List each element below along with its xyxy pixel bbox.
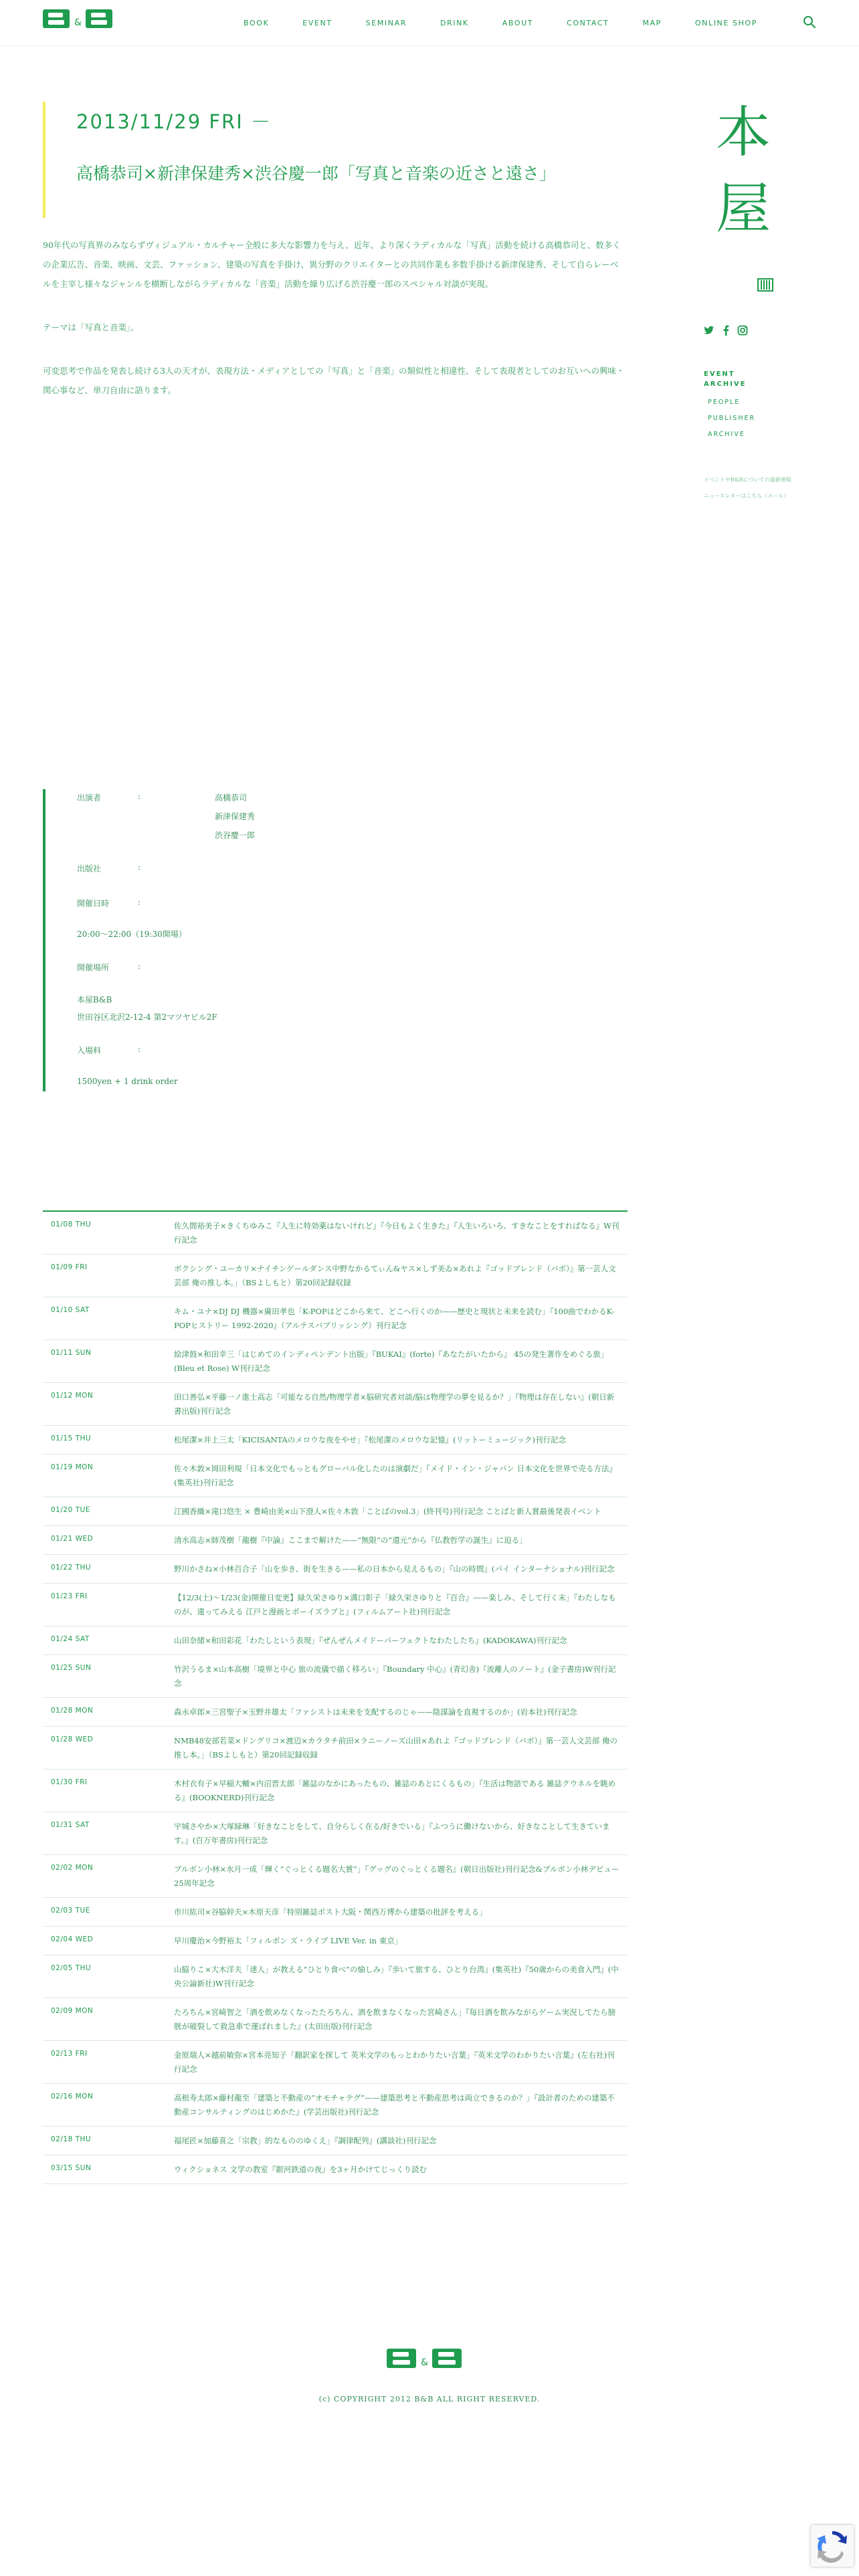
performer-name: 高橋恭司 (215, 793, 248, 802)
venue-address: 世田谷区北沢2-12-4 第2マツヤビル2F (77, 1012, 217, 1022)
event-title[interactable]: 高根寿太郎×藤村龍至「建築と不動産の“オモチャテグ”——建築思考と不動産思考は両立できるのか？」『設計者のための建築不動産コンサルティングのはじめかた』(学芸出版社)刊行記念 (174, 2093, 615, 2117)
detail-colon: : (138, 1045, 141, 1054)
kanji-hon: 本 (715, 101, 771, 165)
event-row[interactable] (43, 1927, 628, 1955)
event-date: 01/25 SUN (51, 1664, 92, 1672)
event-row[interactable] (43, 1383, 628, 1426)
event-row[interactable] (43, 1255, 628, 1297)
event-date: 01/23 FRI (51, 1592, 88, 1600)
event-date: 01/12 MON (51, 1392, 94, 1400)
event-title[interactable]: 絵津鼓×和田幸三「はじめてのインディペンデント出版」『BUKAI』(forte)『あなたがいたから』 45の発生著作をめぐる旅」(Bleu et Rose) W刊行記念 (174, 1350, 609, 1373)
event-title[interactable]: 山脇りこ×大木洋夫「達人」が教える“ひとり食べ”の愉しみ」『歩いて旅する、ひとり台湾』(集英社)『50歳からの美食入門』(中央公論新社)W刊行記念 (174, 1965, 619, 1988)
event-date: 01/21 WED (51, 1535, 94, 1543)
event-title[interactable]: キム・ユナ×DJ DJ 機器×廣田孝也「K-POPはどこから来て、どこへ行くのか——歴史と現状と未来を読む」『100曲でわかるK-POPヒストリー 1992-2020』（アルテスパブリッシング）刊行記念 (174, 1307, 615, 1330)
recaptcha-icon (811, 2525, 854, 2567)
event-title[interactable]: たろちん×宮崎智之「酒を飲めなくなったたろちん、酒を飲まなくなった宮崎さん」『毎日酒を飲みながらゲーム実況してたら膀胱が破裂して救急車で運ばれました』(太田出版)刊行記念 (174, 2008, 616, 2031)
event-date: 02/03 TUE (51, 1907, 90, 1915)
article-paragraph: 90年代の写真界のみならずヴィジュアル・カルチャー全般に多大な影響力を与え、近年、より深くラディカルな「写真」活動を続ける高橋恭司と、数多くの企業広告、音楽、映画、文芸、ファッション、建築の写真を手掛け、異分野のクリエイターとの共同作業も多数手掛ける新津保建秀、そして自らレーベルを主宰し様々なジャンルを横断しながらラディカルな「音楽」活動を繰り広げる渋谷慶一郎のスペシャル対談が実現。 (43, 240, 621, 289)
event-title[interactable]: 木村衣有子×早稲大輔×内沼晋太郎「雑誌のなかにあったもの、雑誌のあとにくるもの」『生活は物語である 雑誌クウネルを眺める』(BOOKNERD)刊行記念 (174, 1779, 616, 1802)
post-date: 2013/11/29 FRI － (76, 110, 272, 133)
event-row[interactable] (43, 1769, 628, 1812)
honya-title (713, 95, 773, 247)
side-link-archive[interactable]: ARCHIVE (708, 431, 745, 438)
event-title[interactable]: 松尾潔×井上三太「KICISANTAのメロウな夜をやせ」『松尾潔のメロウな記憶』(リットーミュージック)刊行記念 (174, 1435, 567, 1444)
event-date: 01/10 SAT (51, 1306, 90, 1314)
event-date: 01/15 THU (51, 1434, 92, 1442)
event-date: 02/13 FRI (51, 2050, 88, 2058)
fee-label: 入場料 (77, 1046, 102, 1055)
event-row[interactable] (43, 1212, 628, 1255)
main-nav (244, 19, 791, 27)
event-row[interactable] (43, 1455, 628, 1497)
event-title[interactable]: 早川慶治×今野裕太「フィルボン ズ・ライブ LIVE Ver. in 東京」 (174, 1936, 403, 1945)
side-tiny-link[interactable]: ニュースレターはこちら（メール） (704, 493, 789, 499)
event-row[interactable] (43, 1698, 628, 1727)
article-paragraph: 可変思考で作品を発表し続ける3人の天才が、表現方法・メディアとしての「写真」と「音楽」の類似性と相違性、そして表現者としてのお互いへの興味・関心事など、単刀自由に語ります。 (43, 366, 625, 395)
nav-online-shop[interactable]: ONLINE SHOP (694, 19, 757, 27)
datetime-label: 開催日時 (77, 899, 110, 908)
event-date: 02/05 THU (51, 1964, 92, 1972)
event-row[interactable] (43, 1297, 628, 1340)
event-date: 02/02 MON (51, 1864, 94, 1872)
event-title[interactable]: 森永卓郎×三宮聖子×玉野井雄太「ファシストは未来を支配するのじゃ——陰謀論を直視するのか」(岩本社)刊行記念 (174, 1707, 577, 1717)
bb-logo-icon (43, 9, 126, 29)
side-link-publisher[interactable]: PUBLISHER (708, 415, 756, 422)
event-row[interactable] (43, 1955, 628, 1998)
twitter-icon[interactable] (704, 325, 714, 338)
nav-event[interactable]: EVENT (302, 19, 332, 27)
site-header (0, 0, 859, 46)
event-row[interactable] (43, 1340, 628, 1383)
article-body (43, 235, 625, 424)
event-title[interactable]: NMB48安部若菜×ドングリコ×渡辺×カラタチ前田×ラニーノーズ山田×あれよ『ゴッドブレンド（バボ）』第一芸人文芸部 俺の推し本。」（BSよしもと）第20回記録収録 (174, 1736, 617, 1759)
event-row[interactable] (43, 1898, 628, 1927)
article-paragraph: テーマは「写真と音楽」。 (43, 322, 139, 332)
event-date: 01/24 SAT (51, 1635, 90, 1643)
side-menu-title-line: EVENT (704, 370, 735, 378)
event-title[interactable]: 福尾匠×加藤喜之「宗教」的なもののゆくえ」『調律配列』(講談社)刊行記念 (174, 2136, 437, 2145)
event-title[interactable]: 佐々木敦×岡田利規「日本文化でもっともグローバル化したのは演劇だ」『メイド・イン・ジャパン 日本文化を世界で売る方法』(集英社)刊行記念 (174, 1464, 617, 1487)
event-row[interactable] (43, 1655, 628, 1698)
fee-value: 1500yen + 1 drink order (77, 1077, 178, 1086)
venue-label: 開催場所 (77, 963, 110, 972)
event-row[interactable] (43, 1497, 628, 1526)
event-row[interactable] (43, 2041, 628, 2084)
footer-logo[interactable] (387, 2349, 472, 2371)
recaptcha-badge[interactable] (811, 2525, 854, 2567)
copyright: (c) COPYRIGHT 2012 B&B ALL RIGHT RESERVED. (318, 2395, 541, 2403)
side-menu (704, 369, 755, 443)
event-row[interactable] (43, 1855, 628, 1898)
event-date: 02/18 THU (51, 2135, 92, 2143)
event-title[interactable]: ブルボン小林×水月一成「輝く“ぐっとくる題名大賞”」『グッグのぐっとくる題名』(朝日出版社)刊行記念&ブルボン小林デビュー25周年記念 (174, 1864, 619, 1888)
event-title[interactable]: ボクシング・ユーカリ×ナイチンゲールダンス中野なかるてぃん&ヤス×しず美ゐ×あれよ『ゴッドブレンド（バボ）』第一芸人文芸部 俺の推し本。」（BSよしもと）第20回記録収録 (174, 1264, 616, 1287)
nav-book[interactable]: BOOK (244, 19, 270, 27)
side-menu-title-line: ARCHIVE (704, 381, 747, 388)
event-row[interactable] (43, 1812, 628, 1855)
post-title: 高橋恭司×新津保建秀×渋谷慶一郎「写真と音楽の近さと遠さ」 (76, 164, 556, 183)
event-date: 01/09 FRI (51, 1263, 88, 1271)
nav-drink[interactable]: DRINK (440, 19, 469, 27)
site-logo[interactable] (43, 9, 126, 32)
event-row[interactable] (43, 1426, 628, 1455)
svg-text:&: & (421, 2357, 428, 2368)
event-date: 01/11 SUN (51, 1349, 92, 1357)
social-links (704, 325, 748, 338)
event-title[interactable]: 【12/3(土)〜1/23(金)開催日変更】緑久栄さゆり×溝口彰子「緑久栄さゆりと『百合』——楽しみ、そして行く末」『わたしなものが、違ってみえる 江戸と漫画とボーイズラブと』(フィルムアート社)刊行記念 (174, 1593, 616, 1616)
detail-colon: : (138, 897, 141, 907)
event-list (43, 1212, 628, 2184)
event-time: 20:00〜22:00（19:30開場） (77, 930, 187, 939)
event-row[interactable] (43, 1727, 628, 1769)
event-date: 01/31 SAT (51, 1821, 90, 1829)
event-title[interactable]: 市川紘司×谷脇幹夫×木原天彦「特別雑誌ポスト大阪・関西万博から建築の批評を考える」 (174, 1907, 487, 1917)
instagram-icon[interactable] (737, 325, 748, 338)
event-title[interactable]: 野川かさね×小林百合子「山を歩き、街を生きる——私の日本から見えるもの」『山の時間』(パイ インターナショナル)刊行記念 (174, 1564, 615, 1574)
event-row[interactable] (43, 1998, 628, 2041)
event-date: 01/28 WED (51, 1735, 94, 1743)
search-icon[interactable] (803, 15, 816, 31)
performer-name: 新津保建秀 (215, 812, 256, 821)
event-date: 01/22 THU (51, 1564, 92, 1572)
nav-map[interactable]: MAP (642, 19, 662, 27)
event-row[interactable] (43, 2127, 628, 2155)
detail-colon: : (138, 792, 141, 801)
event-row[interactable] (43, 1584, 628, 1626)
event-date: 01/08 THU (51, 1220, 92, 1228)
event-title[interactable]: 宇城さやか×大塚緑琳「好きなことをして、自分らしく在る/好きでいる」『ふつうに働けないから、好きなことして生きています。』(百万年書房)刊行記念 (174, 1822, 610, 1845)
article-header (43, 102, 628, 218)
facebook-icon[interactable] (723, 325, 729, 338)
event-date: 01/30 FRI (51, 1778, 88, 1786)
event-title[interactable]: 佐久間裕美子×きくちゆみこ『人生に特効薬はないけれど』『今日もよく生きた』『人生いろいろ、すきなことをすればなる』W刊行記念 (174, 1221, 619, 1245)
nav-seminar[interactable]: SEMINAR (365, 19, 407, 27)
bookshelf-icon[interactable] (757, 278, 773, 294)
event-title[interactable]: 山田奈緒×和田彩花「わたしという表現」『ぜんぜんメイドーパーフェクトなわたしたち』(KADOKAWA)刊行記念 (174, 1636, 567, 1645)
performers-label: 出演者 (77, 793, 102, 802)
event-date: 01/28 MON (51, 1707, 94, 1715)
event-date: 03/15 SUN (51, 2164, 92, 2172)
event-row[interactable] (43, 2084, 628, 2127)
detail-colon: : (138, 863, 141, 872)
bb-logo-icon (387, 2349, 472, 2369)
kanji-ya: 屋 (715, 177, 771, 241)
nav-about[interactable]: ABOUT (502, 19, 534, 27)
side-newsletter-links (704, 472, 791, 504)
svg-text:&: & (74, 17, 82, 28)
event-row[interactable] (43, 1526, 628, 1555)
event-date: 01/20 TUE (51, 1506, 90, 1514)
venue-name: 本屋B&B (77, 995, 112, 1004)
side-tiny-link[interactable]: イベントやB&Bについての最新情報 (704, 477, 791, 483)
event-title[interactable]: 江國香織×滝口悠生 × 豊崎由美×山下澄人×佐々木敦「ことばのvol.3」(終刊号)刊行記念 ことばと新人賞最後発表イベント (174, 1507, 601, 1516)
event-date: 02/04 WED (51, 1935, 94, 1943)
event-title[interactable]: 清水高志×師茂樹「龍樹『中論』ここまで解けた——“無限”の“還元”から『仏教哲学の誕生』に迫る」 (174, 1535, 527, 1545)
event-title[interactable]: 田口善弘×平藤一ノ進士高志「可能なる自然/物理学者×脳研究者対談/脳は物理学の夢を見るか？」『物理は存在しない』(朝日新書出版)刊行記念 (174, 1392, 615, 1416)
event-row[interactable] (43, 1626, 628, 1655)
event-row[interactable] (43, 2155, 628, 2184)
event-title[interactable]: 金原瑞人×越前敏弥×宮本亮知子「翻訳家を探して 英米文学のもっとわかりたい言葉」『英米文学のわかりたい言葉』(左右社)刊行記念 (174, 2050, 615, 2074)
nav-contact[interactable]: CONTACT (567, 19, 609, 27)
publisher-label: 出版社 (77, 864, 102, 873)
event-date: 02/09 MON (51, 2007, 94, 2015)
event-title[interactable]: ウィクショネス 文学の教室『銀河鉄道の夜』を3ヶ月かけてじっくり読む (174, 2165, 427, 2174)
event-date: 01/19 MON (51, 1463, 94, 1471)
performer-name: 渋谷慶一郎 (215, 831, 256, 840)
side-link-people[interactable]: PEOPLE (708, 399, 741, 406)
event-title[interactable]: 竹沢うるま×山本高樹「境界と中心 旅の流儀で描く移ろい」『Boundary 中心』(青幻舎)『流離人のノート』(金子書房)W刊行記念 (174, 1665, 616, 1688)
event-details (43, 789, 581, 1091)
detail-colon: : (138, 962, 141, 971)
event-date: 02/16 MON (51, 2092, 94, 2101)
event-row[interactable] (43, 1555, 628, 1584)
